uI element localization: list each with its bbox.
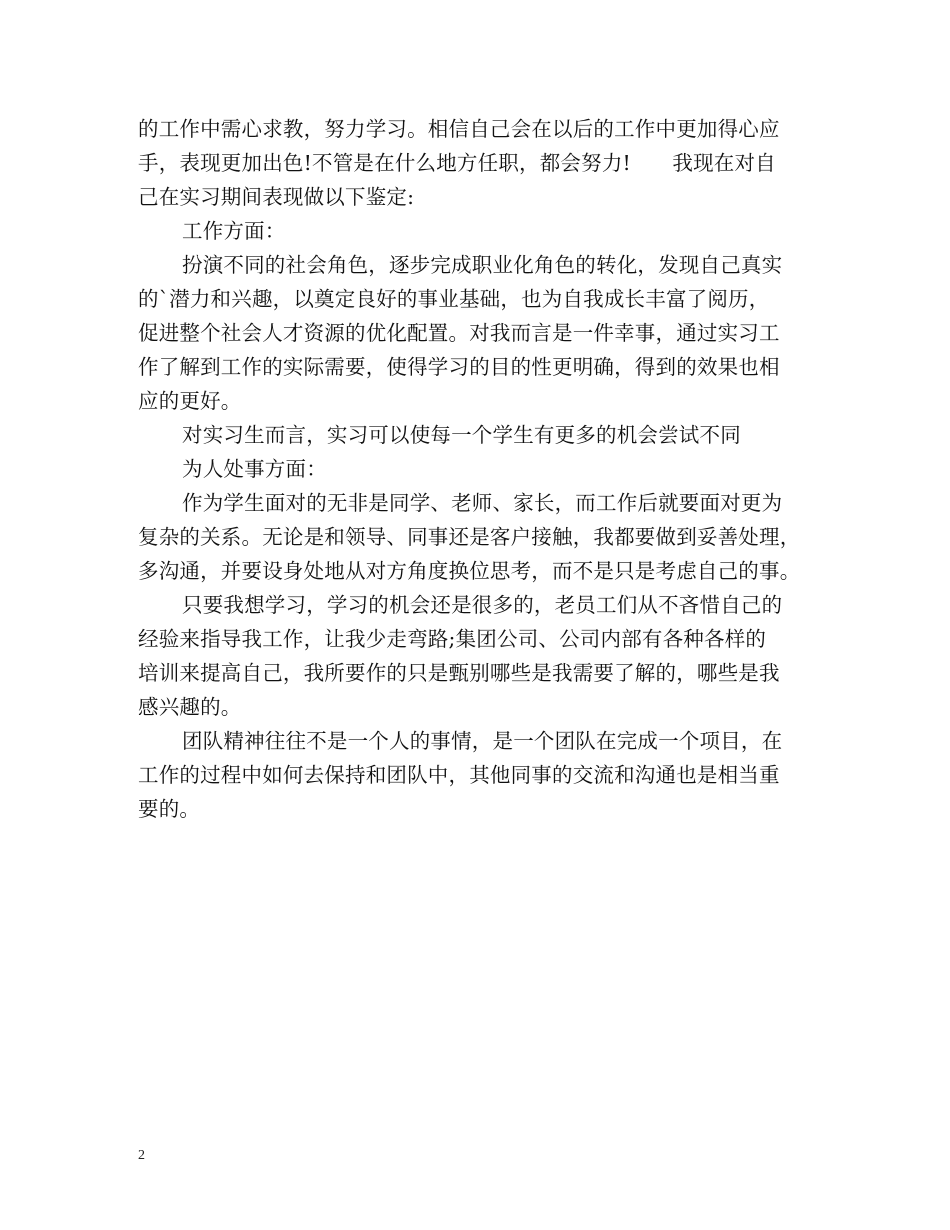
text-line: 己在实习期间表现做以下鉴定:	[138, 185, 415, 209]
paragraph-start: 团队精神往往不是一个人的事情，是一个团队在完成一个项目，在	[182, 729, 783, 753]
text-line: 促进整个社会人才资源的优化配置。对我而言是一件幸事，通过实习工	[138, 321, 780, 345]
text-line: 培训来提高自己，我所要作的只是甄别哪些是我需要了解的，哪些是我	[138, 661, 780, 685]
paragraph-start: 对实习生而言，实习可以使每一个学生有更多的机会尝试不同	[182, 423, 741, 447]
text-line: 应的更好。	[138, 389, 242, 413]
section-heading-work: 工作方面：	[182, 219, 286, 243]
document-body	[138, 112, 818, 826]
text-line: 多沟通，并要设身处地从对方角度换位思考，而不是只是考虑自己的事。	[138, 559, 801, 583]
text-line: 感兴趣的。	[138, 695, 242, 719]
text-line: 复杂的关系。无论是和领导、同事还是客户接触，我都要做到妥善处理，	[138, 525, 801, 549]
text-line: 的`潜力和兴趣，以奠定良好的事业基础，也为自我成长丰富了阅历，	[138, 287, 770, 311]
paragraph-start: 只要我想学习，学习的机会还是很多的，老员工们从不吝惜自己的	[182, 593, 783, 617]
text-line: 经验来指导我工作，让我少走弯路;集团公司、公司内部有各种各样的	[138, 627, 767, 651]
section-heading-interpersonal: 为人处事方面：	[182, 457, 327, 481]
page-number: 2	[138, 1148, 145, 1163]
text-line: 作了解到工作的实际需要，使得学习的目的性更明确，得到的效果也相	[138, 355, 780, 379]
paragraph-start: 作为学生面对的无非是同学、老师、家长，而工作后就要面对更为	[182, 491, 783, 515]
text-line: 要的。	[138, 797, 201, 821]
text-line: 的工作中需心求教，努力学习。相信自己会在以后的工作中更加得心应	[138, 117, 780, 141]
text-line: 工作的过程中如何去保持和团队中，其他同事的交流和沟通也是相当重	[138, 763, 780, 787]
text-line: 手，表现更加出色!不管是在什么地方任职，都会努力! 我现在对自	[138, 151, 776, 175]
paragraph-start: 扮演不同的社会角色，逐步完成职业化角色的转化，发现自己真实	[182, 253, 783, 277]
